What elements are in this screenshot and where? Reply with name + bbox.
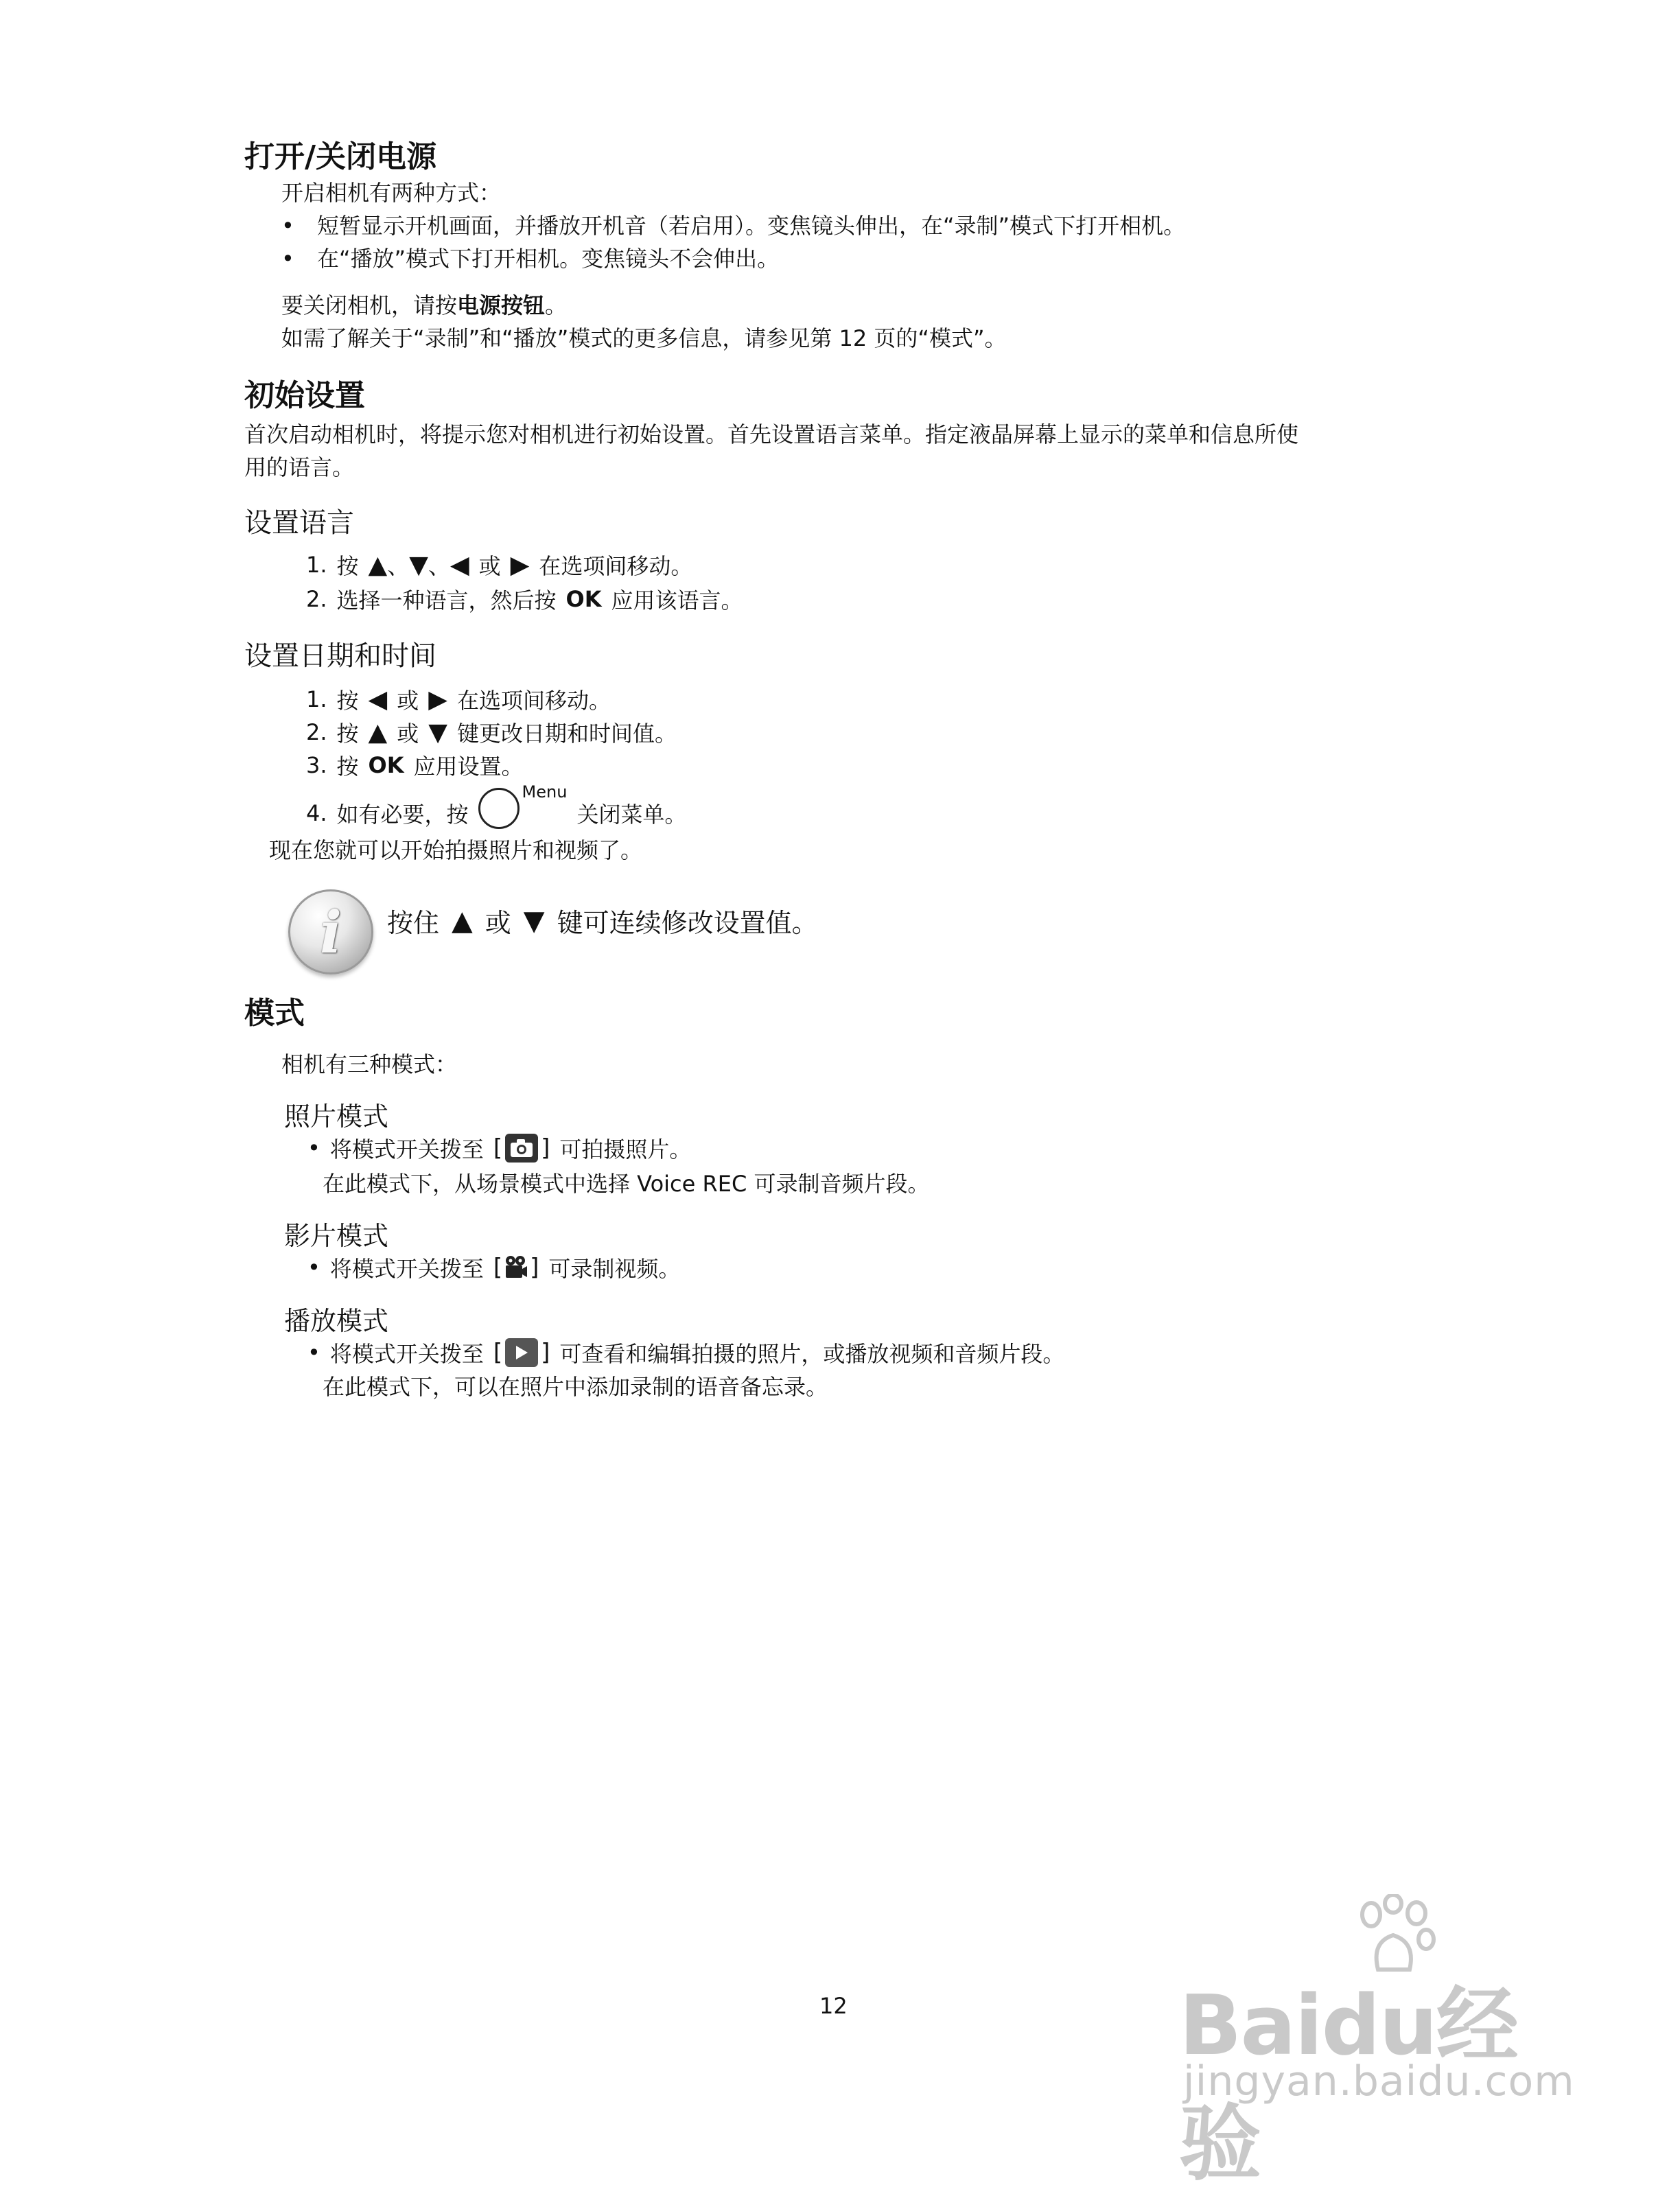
right-triangle-icon: ▶ — [510, 550, 530, 579]
datetime-step-2: 2. 按 ▲ 或 ▼ 键更改日期和时间值。 — [306, 718, 677, 747]
mode-movie-line1: • 将模式开关拨至 [ ] 可录制视频。 — [307, 1254, 681, 1282]
initial-para-line1: 首次启动相机时，将提示您对相机进行初始设置。首先设置语言菜单。指定液晶屏幕上显示的菜单和信息所使 — [244, 421, 1299, 447]
power-bullet-1: • 短暂显示开机画面，并播放开机音（若启用）。变焦镜头伸出，在“录制”模式下打开相机。 — [281, 213, 1186, 239]
bullet-icon: • — [281, 246, 294, 272]
page-number: 12 — [819, 1993, 848, 2019]
power-bullet-2: • 在“播放”模式下打开相机。变焦镜头不会伸出。 — [281, 246, 780, 272]
language-step-2: 2. 选择一种语言，然后按 OK 应用该语言。 — [306, 586, 743, 614]
mode-title-movie: 影片模式 — [284, 1221, 389, 1251]
mode-title-photo: 照片模式 — [284, 1101, 389, 1132]
mode-playback-line2: 在此模式下，可以在照片中添加录制的语音备忘录。 — [323, 1374, 828, 1400]
up-triangle-icon: ▲ — [368, 550, 388, 579]
down-triangle-icon: ▼ — [428, 718, 447, 747]
menu-button-label: Menu — [522, 782, 568, 802]
bullet-icon: • — [281, 213, 294, 239]
bullet-icon: • — [307, 1135, 320, 1161]
mode-title-playback: 播放模式 — [284, 1306, 389, 1336]
mode-photo-line2: 在此模式下，从场景模式中选择 Voice REC 可录制音频片段。 — [323, 1171, 930, 1197]
power-more-info: 如需了解关于“录制”和“播放”模式的更多信息，请参见第 12 页的“模式”。 — [281, 325, 1007, 351]
baidu-watermark — [1179, 1894, 1577, 2192]
right-triangle-icon: ▶ — [428, 685, 447, 714]
language-step-1: 1. 按 ▲ 、 ▼ 、 ◀ 或 ▶ 在选项间移动。 — [306, 550, 693, 579]
power-button-label: 电源按钮 — [457, 292, 546, 318]
bullet-icon: • — [307, 1254, 320, 1281]
info-icon: i — [288, 889, 373, 974]
subsection-title-language: 设置语言 — [244, 507, 354, 539]
ok-key-label: OK — [565, 586, 602, 612]
power-off-text: 要关闭相机，请按电源按钮。 — [281, 292, 568, 318]
mode-playback-line1: • 将模式开关拨至 [ ] 可查看和编辑拍摄的照片，或播放视频和音频片段。 — [307, 1339, 1065, 1367]
down-triangle-icon: ▼ — [523, 904, 545, 937]
bullet-icon: • — [307, 1340, 320, 1366]
up-triangle-icon: ▲ — [368, 718, 388, 747]
left-triangle-icon: ◀ — [368, 685, 388, 714]
initial-para-line2: 用的语言。 — [244, 454, 355, 480]
section-title-initial: 初始设置 — [244, 378, 365, 413]
ok-key-label: OK — [368, 752, 404, 778]
tip-text: 按住 ▲ 或 ▼ 键可连续修改设置值。 — [387, 904, 818, 938]
movie-camera-icon — [504, 1253, 528, 1282]
section-title-modes: 模式 — [244, 996, 305, 1031]
down-triangle-icon: ▼ — [409, 550, 428, 579]
camera-icon — [505, 1134, 538, 1163]
menu-button-icon — [478, 782, 568, 829]
subsection-title-datetime: 设置日期和时间 — [244, 640, 436, 672]
mode-photo-line1: • 将模式开关拨至 [ ] 可拍摄照片。 — [307, 1134, 692, 1163]
datetime-step-1: 1. 按 ◀ 或 ▶ 在选项间移动。 — [306, 685, 611, 714]
up-triangle-icon: ▲ — [452, 904, 473, 937]
datetime-step-3: 3. 按 OK 应用设置。 — [306, 752, 524, 780]
power-intro: 开启相机有两种方式： — [281, 180, 502, 206]
section-title-power: 打开/关闭电源 — [244, 139, 437, 174]
ready-text: 现在您就可以开始拍摄照片和视频了。 — [269, 837, 643, 863]
datetime-step-4: 4. 如有必要，按 Menu 关闭菜单。 — [306, 782, 687, 828]
watermark-sub: jingyan.baidu.com — [1183, 2057, 1575, 2105]
modes-intro: 相机有三种模式： — [281, 1051, 458, 1077]
play-icon — [505, 1338, 538, 1367]
left-triangle-icon: ◀ — [450, 550, 469, 579]
watermark-main: Baidu经验 — [1179, 1978, 1517, 2192]
